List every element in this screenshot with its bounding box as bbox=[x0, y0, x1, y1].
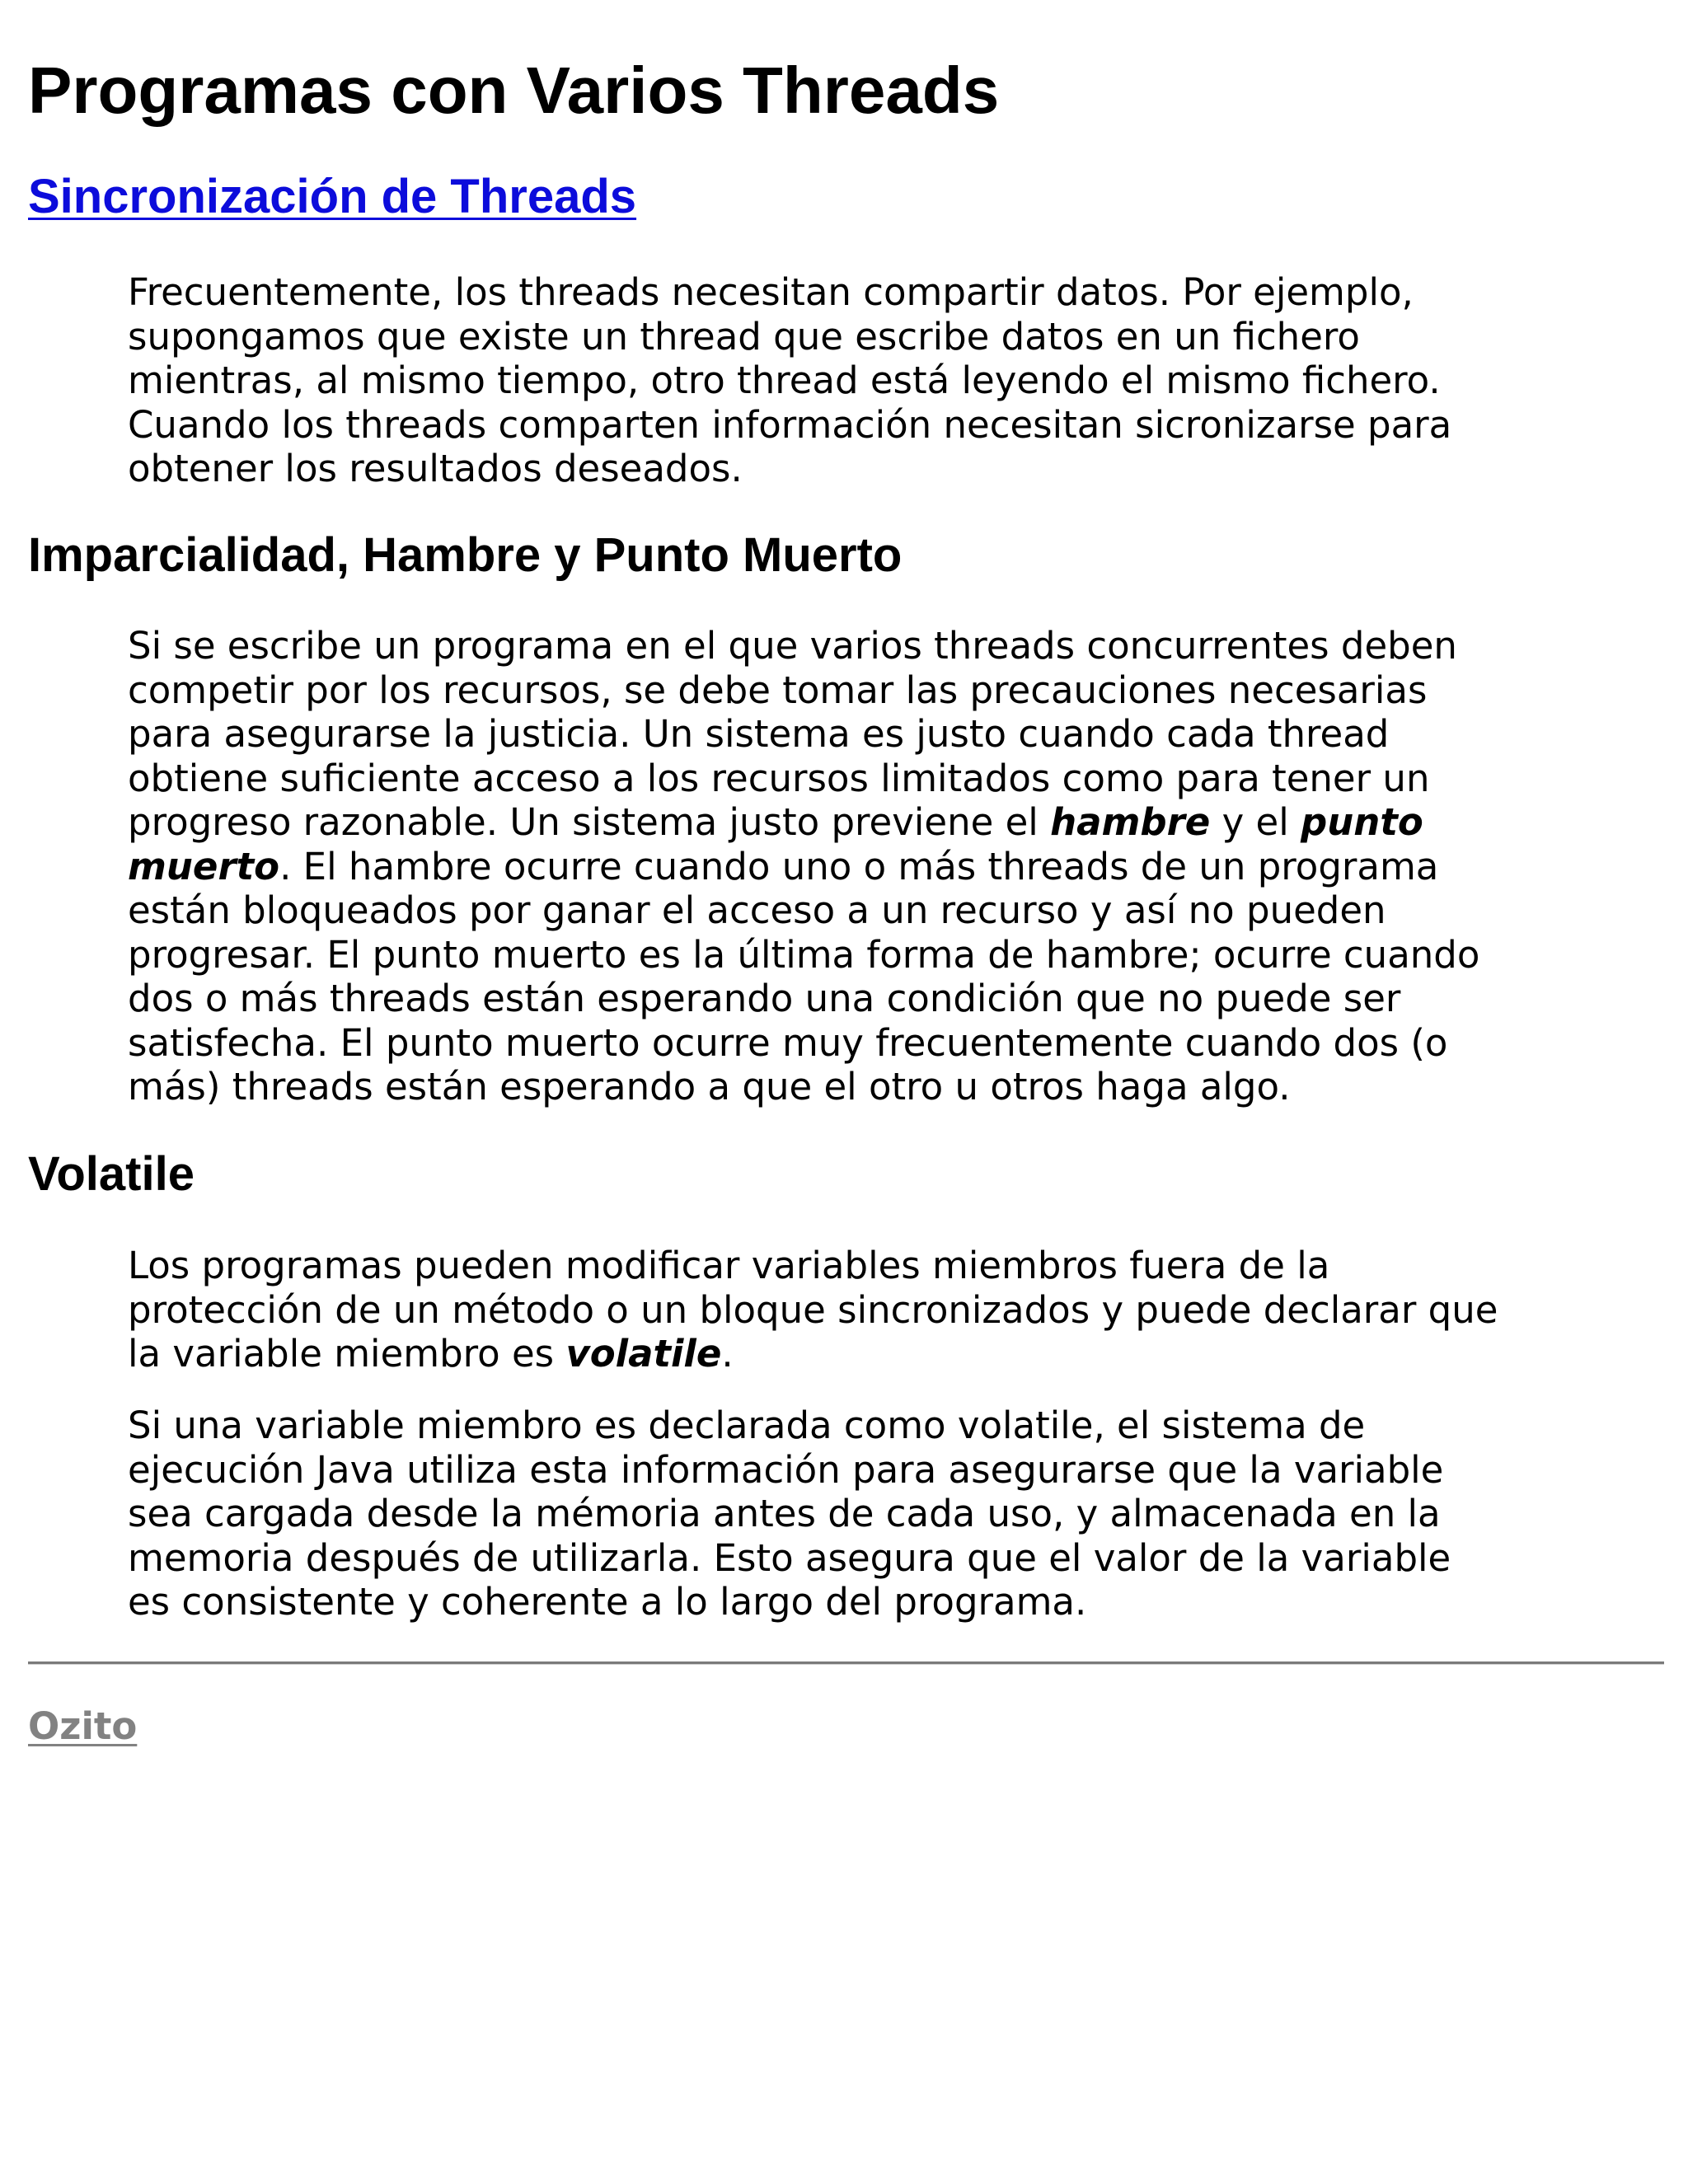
text-line: obtiene suficiente acceso a los recursos limitados como para tener un bbox=[128, 756, 1430, 800]
sincronizacion-link[interactable]: Sincronización de Threads bbox=[28, 170, 637, 223]
text-line: supongamos que existe un thread que escribe datos en un fichero bbox=[128, 314, 1360, 359]
section-heading-sincronizacion bbox=[28, 170, 636, 224]
paragraph-imparcialidad bbox=[128, 624, 1611, 1109]
text-line: mientras, al mismo tiempo, otro thread está leyendo el mismo fichero. bbox=[128, 359, 1441, 402]
section-heading-imparcialidad: Imparcialidad, Hambre y Punto Muerto bbox=[28, 528, 903, 582]
text-line bbox=[128, 1332, 1611, 1376]
text-line: para asegurarse la justicia. Un sistema es justo cuando cada thread bbox=[128, 712, 1390, 756]
text-line bbox=[128, 800, 1611, 845]
text-fragment: progreso razonable. Un sistema justo previene el bbox=[128, 800, 1051, 844]
text-line: más) threads están esperando a que el otro u otros haga algo. bbox=[128, 1065, 1291, 1108]
text-line: satisfecha. El punto muerto ocurre muy frecuentemente cuando dos (o bbox=[128, 1020, 1448, 1065]
text-fragment: la variable miembro es bbox=[128, 1332, 566, 1376]
text-line: es consistente y coherente a lo largo del programa. bbox=[128, 1580, 1087, 1624]
paragraph-volatile-2 bbox=[128, 1404, 1611, 1624]
term-punto: punto bbox=[1301, 800, 1423, 844]
text-line: ejecución Java utiliza esta información para asegurarse que la variable bbox=[128, 1447, 1444, 1492]
horizontal-rule bbox=[28, 1661, 1664, 1665]
text-line: Si se escribe un programa en el que varios threads concurrentes deben bbox=[128, 624, 1457, 668]
text-line: dos o más threads están esperando una condición que no puede ser bbox=[128, 977, 1401, 1020]
paragraph-volatile-1 bbox=[128, 1244, 1611, 1376]
text-fragment: y el bbox=[1210, 800, 1301, 844]
text-line: Si una variable miembro es declarada como volatile, el sistema de bbox=[128, 1404, 1366, 1447]
text-line: memoria después de utilizarla. Esto asegura que el valor de la variable bbox=[128, 1535, 1451, 1580]
text-line: progresar. El punto muerto es la última forma de hambre; ocurre cuando bbox=[128, 932, 1480, 977]
text-fragment: . El hambre ocurre cuando uno o más threads de un programa bbox=[279, 844, 1439, 888]
text-line: competir por los recursos, se debe tomar las precauciones necesarias bbox=[128, 668, 1428, 712]
section-heading-volatile: Volatile bbox=[28, 1147, 195, 1201]
paragraph-sincronizacion bbox=[128, 270, 1611, 491]
text-line: Frecuentemente, los threads necesitan compartir datos. Por ejemplo, bbox=[128, 270, 1414, 314]
text-line: Los programas pueden modificar variables miembros fuera de la bbox=[128, 1244, 1330, 1287]
page-title: Programas con Varios Threads bbox=[28, 54, 1000, 127]
term-volatile: volatile bbox=[565, 1332, 722, 1376]
text-line: están bloqueados por ganar el acceso a un recurso y así no pueden bbox=[128, 888, 1386, 932]
text-line: obtener los resultados deseados. bbox=[128, 447, 743, 490]
footer-link-ozito[interactable]: Ozito bbox=[28, 1704, 138, 1748]
text-line: Cuando los threads comparten información necesitan sicronizarse para bbox=[128, 402, 1452, 447]
text-line bbox=[128, 845, 1611, 889]
term-hambre: hambre bbox=[1050, 800, 1211, 844]
text-fragment: . bbox=[721, 1332, 734, 1376]
text-line: sea cargada desde la mémoria antes de cada uso, y almacenada en la bbox=[128, 1492, 1441, 1535]
term-muerto: muerto bbox=[128, 844, 280, 888]
text-line: protección de un método o un bloque sincronizados y puede declarar que bbox=[128, 1287, 1498, 1332]
